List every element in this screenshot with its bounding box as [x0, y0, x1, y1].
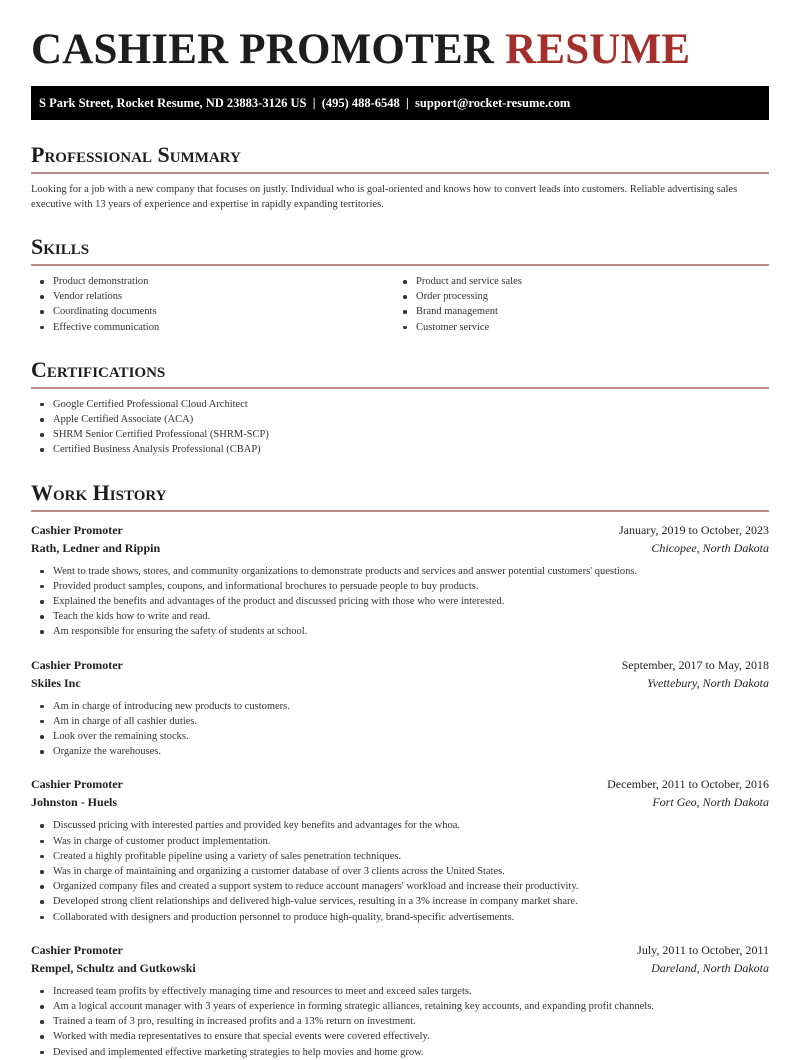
- list-item: Was in charge of maintaining and organizing a customer database of over 3 clients across the United States.: [31, 864, 769, 879]
- section-heading: Skills: [31, 234, 769, 266]
- job-company: Rath, Ledner and Rippin: [31, 540, 161, 555]
- list-item: Brand management: [394, 304, 757, 319]
- list-item: Effective communication: [31, 320, 394, 335]
- list-item: Google Certified Professional Cloud Architect: [31, 397, 769, 412]
- list-item: Am a logical account manager with 3 years of experience in forming strategic alliances, retaining key accounts, and expanding profit channels.: [31, 999, 769, 1014]
- list-item: Discussed pricing with interested parties and provided key benefits and advantages for the whoa.: [31, 818, 769, 833]
- job-location: Chicopee, North Dakota: [651, 540, 769, 555]
- list-item: Am responsible for ensuring the safety of students at school.: [31, 624, 769, 639]
- list-item: Was in charge of customer product implementation.: [31, 834, 769, 849]
- job-entry: [31, 656, 769, 760]
- job-entry: [31, 775, 769, 924]
- list-item: Explained the benefits and advantages of the product and discussed pricing with those who were interested.: [31, 594, 769, 609]
- list-item: Am in charge of introducing new products to customers.: [31, 699, 769, 714]
- work-history-section: [31, 480, 769, 1060]
- job-location: Yvettebury, North Dakota: [647, 675, 769, 690]
- skills-list-left: [31, 274, 394, 335]
- list-item: Collaborated with designers and production personnel to produce high-quality, brand-specific advertisements.: [31, 910, 769, 925]
- job-bullets: [31, 818, 769, 924]
- job-dates: December, 2011 to October, 2016: [607, 777, 769, 792]
- job-entry: [31, 941, 769, 1060]
- list-item: Product demonstration: [31, 274, 394, 289]
- list-item: Organized company files and created a support system to reduce account managers' workload and increase their productivity.: [31, 879, 769, 894]
- job-title: Cashier Promoter: [31, 522, 123, 537]
- job-dates: July, 2011 to October, 2011: [637, 942, 769, 957]
- list-item: Teach the kids how to write and read.: [31, 609, 769, 624]
- job-bullets: [31, 564, 769, 640]
- section-heading: Certifications: [31, 357, 769, 389]
- job-dates: January, 2019 to October, 2023: [618, 522, 769, 537]
- job-company: Rempel, Schultz and Gutkowski: [31, 960, 196, 975]
- list-item: SHRM Senior Certified Professional (SHRM-SCP): [31, 427, 769, 442]
- title-main: CASHIER PROMOTER: [31, 26, 495, 73]
- list-item: Provided product samples, coupons, and informational brochures to persuade people to buy products.: [31, 579, 769, 594]
- job-bullets: [31, 699, 769, 760]
- summary-text: Looking for a job with a new company that focuses on justly. Individual who is goal-oriented and knows how to convert leads into customers. Reliable advertising sales executive with 13 years of experience and expertise in rapidly expanding territories.: [31, 184, 738, 210]
- job-entry: [31, 521, 769, 640]
- list-item: Look over the remaining stocks.: [31, 729, 769, 744]
- list-item: Certified Business Analysis Professional (CBAP): [31, 442, 769, 457]
- list-item: Developed strong client relationships and delivered high-value services, resulting in a 3% increase in company market share.: [31, 894, 769, 909]
- job-dates: September, 2017 to May, 2018: [621, 657, 769, 672]
- list-item: Product and service sales: [394, 274, 757, 289]
- list-item: Went to trade shows, stores, and community organizations to demonstrate products and services and answer potential customers' questions.: [31, 564, 769, 579]
- certifications-section: [31, 357, 769, 458]
- list-item: Devised and implemented effective marketing strategies to help movies and home grow.: [31, 1045, 769, 1060]
- section-heading: Professional Summary: [31, 142, 769, 174]
- skills-list-right: [394, 274, 757, 335]
- list-item: Customer service: [394, 320, 757, 335]
- list-item: Vendor relations: [31, 289, 394, 304]
- list-item: Am in charge of all cashier duties.: [31, 714, 769, 729]
- section-heading: Work History: [31, 480, 769, 512]
- list-item: Coordinating documents: [31, 304, 394, 319]
- summary-section: [31, 142, 769, 212]
- list-item: Created a highly profitable pipeline using a variety of sales penetration techniques.: [31, 849, 769, 864]
- job-location: Fort Geo, North Dakota: [652, 795, 769, 810]
- list-item: Apple Certified Associate (ACA): [31, 412, 769, 427]
- job-bullets: [31, 984, 769, 1060]
- list-item: Order processing: [394, 289, 757, 304]
- title-accent: RESUME: [505, 26, 691, 73]
- job-company: Johnston - Huels: [31, 795, 118, 810]
- job-location: Dareland, North Dakota: [651, 960, 769, 975]
- job-title: Cashier Promoter: [31, 942, 123, 957]
- job-company: Skiles Inc: [31, 675, 81, 690]
- contact-bar: S Park Street, Rocket Resume, ND 23883-3126 US | (495) 488-6548 | support@rocket-resume.com: [31, 86, 769, 120]
- skills-section: [31, 234, 769, 335]
- certifications-list: [31, 397, 769, 458]
- list-item: Trained a team of 3 pro, resulting in increased profits and a 13% return on investment.: [31, 1014, 769, 1029]
- resume-title: [31, 28, 769, 72]
- list-item: Worked with media representatives to ensure that special events were covered effectively.: [31, 1029, 769, 1044]
- job-title: Cashier Promoter: [31, 657, 123, 672]
- job-title: Cashier Promoter: [31, 777, 123, 792]
- list-item: Organize the warehouses.: [31, 744, 769, 759]
- list-item: Increased team profits by effectively managing time and resources to meet and exceed sales targets.: [31, 984, 769, 999]
